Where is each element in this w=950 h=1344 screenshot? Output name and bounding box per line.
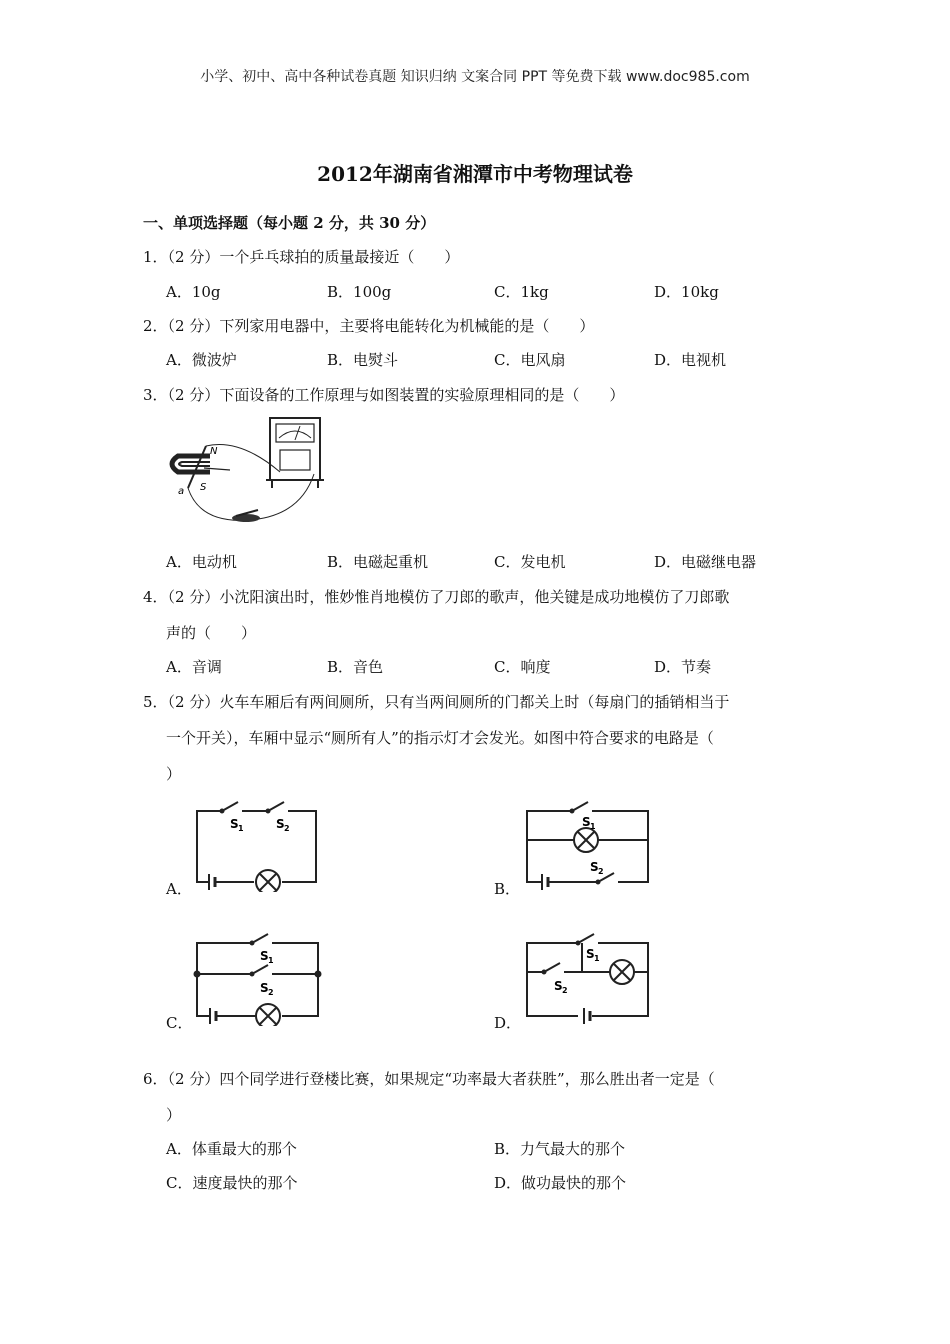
question-1-option-b: B．100g — [327, 283, 392, 301]
question-4-option-c: C．响度 — [494, 658, 551, 676]
switch-subscript: 2 — [598, 867, 604, 876]
switch-subscript: 1 — [590, 822, 596, 831]
page-banner: 小学、初中、高中各种试卷真题 知识归纳 文案合同 PPT 等免费下载 www.doc985.com — [200, 69, 750, 85]
question-6-option-c: C．速度最快的那个 — [166, 1174, 298, 1192]
switch-label: S — [260, 949, 269, 963]
question-1-option-d: D．10kg — [654, 283, 719, 301]
question-2-option-c: C．电风扇 — [494, 351, 566, 369]
switch-subscript: 1 — [238, 824, 244, 833]
switch-label: S — [582, 815, 591, 829]
magnet-n-label: N — [210, 446, 218, 457]
switch-subscript: 2 — [562, 986, 568, 995]
switch-label: S — [276, 817, 285, 831]
question-2-option-d: D．电视机 — [654, 351, 727, 369]
question-6-stem-line1: 6．（2 分）四个同学进行登楼比赛，如果规定“功率最大者获胜”，那么胜出者一定是（ — [143, 1070, 715, 1088]
question-2-option-a: A．微波炉 — [166, 351, 237, 369]
question-5-stem-line3: ） — [166, 765, 182, 783]
question-2-stem: 2．（2 分）下列家用电器中，主要将电能转化为机械能的是（ ） — [143, 317, 595, 335]
galvanometer-experiment-figure — [160, 412, 340, 528]
question-6-option-d: D．做功最快的那个 — [494, 1174, 627, 1192]
conductor-a-label: a — [178, 486, 185, 497]
question-5-option-d: D． — [494, 1014, 522, 1032]
question-5-option-b: B． — [494, 880, 521, 898]
switch-label: S — [260, 981, 269, 995]
question-1-option-c: C．1kg — [494, 283, 549, 301]
question-6-stem-line2: ） — [166, 1106, 182, 1124]
circuit-diagram-c — [192, 930, 324, 1026]
switch-label: S — [230, 817, 239, 831]
page-title: 2012年湖南省湘潭市中考物理试卷 — [317, 162, 633, 186]
question-1-option-a: A．10g — [166, 283, 221, 301]
switch-label: S — [590, 860, 599, 874]
switch-label: S — [586, 947, 595, 961]
switch-label: S — [554, 979, 563, 993]
question-5-stem-line2: 一个开关），车厢中显示“厕所有人”的指示灯才会发光。如图中符合要求的电路是（ — [166, 729, 714, 747]
question-3-option-c: C．发电机 — [494, 553, 566, 571]
switch-subscript: 2 — [284, 824, 290, 833]
question-5-stem-line1: 5．（2 分）火车车厢后有两间厕所，只有当两间厕所的门都关上时（每扇门的插销相当于 — [143, 693, 730, 711]
question-4-stem-line1: 4．（2 分）小沈阳演出时，惟妙惟肖地模仿了刀郎的歌声，他关键是成功地模仿了刀郎歌 — [143, 588, 730, 606]
circuit-diagram-d — [522, 930, 654, 1026]
question-6-option-b: B．力气最大的那个 — [494, 1140, 626, 1158]
circuit-diagram-a — [192, 796, 322, 892]
magnet-s-label: S — [200, 482, 207, 493]
question-3-option-d: D．电磁继电器 — [654, 553, 757, 571]
question-4-option-a: A．音调 — [166, 658, 222, 676]
circuit-diagram-b — [522, 796, 654, 892]
question-3-option-a: A．电动机 — [166, 553, 237, 571]
switch-subscript: 1 — [594, 954, 600, 963]
question-4-option-d: D．节奏 — [654, 658, 712, 676]
question-4-stem-line2: 声的（ ） — [166, 624, 257, 642]
switch-subscript: 2 — [268, 988, 274, 997]
question-3-option-b: B．电磁起重机 — [327, 553, 429, 571]
switch-subscript: 1 — [268, 956, 274, 965]
question-4-option-b: B．音色 — [327, 658, 384, 676]
question-1-stem: 1．（2 分）一个乒乓球拍的质量最接近（ ） — [143, 248, 460, 266]
question-2-option-b: B．电熨斗 — [327, 351, 399, 369]
question-5-option-a: A． — [166, 880, 192, 898]
question-5-option-c: C． — [166, 1014, 193, 1032]
question-6-option-a: A．体重最大的那个 — [166, 1140, 297, 1158]
section-heading: 一、单项选择题（每小题 2 分，共 30 分） — [143, 214, 436, 232]
question-3-stem: 3．（2 分）下面设备的工作原理与如图装置的实验原理相同的是（ ） — [143, 386, 625, 404]
